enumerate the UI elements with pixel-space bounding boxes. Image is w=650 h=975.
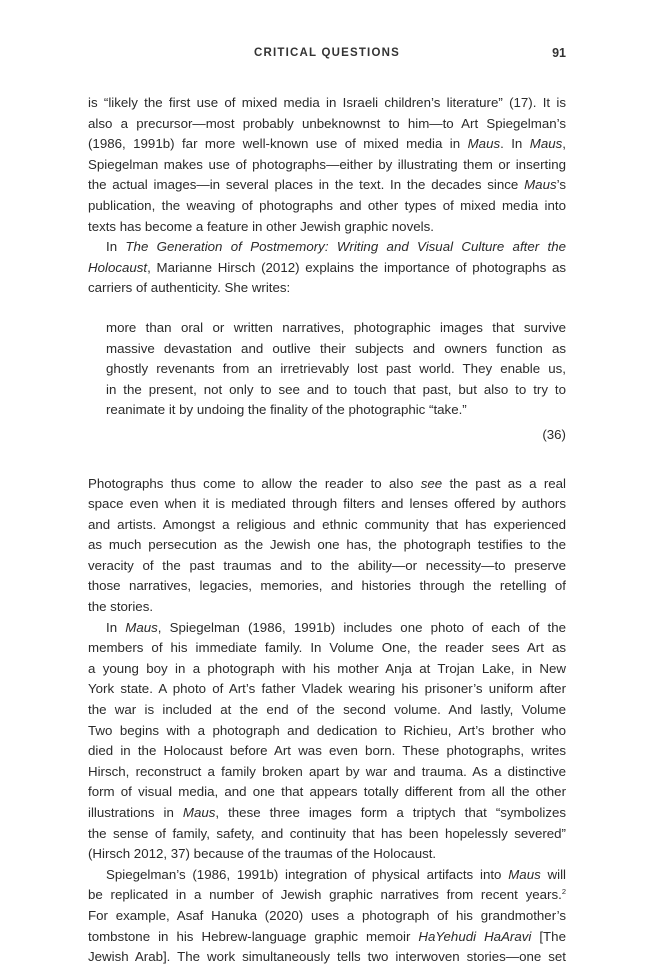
title-italic: Maus — [508, 866, 541, 882]
running-title: CRITICAL QUESTIONS — [254, 47, 400, 59]
text-line: texts has become a feature in other Jewish graphic novels. — [88, 218, 434, 234]
text-line: (Hirsch 2012, 37) because of the traumas of the Holocaust. — [88, 846, 437, 862]
text-line: Jewish Arab]. The work simultaneously tells two interwoven stories—one set — [88, 949, 566, 965]
text-line: veracity of the past traumas and to the ability—or necessity—to preserve — [88, 557, 566, 573]
title-italic: Maus — [467, 136, 501, 152]
text-line: also a precursor—most probably unbeknownst to him—to Art Spiegelman’s — [88, 115, 566, 131]
block-quote — [106, 318, 566, 446]
text-line: For example, Asaf Hanuka (2020) uses a photograph of his grandmother’s — [88, 907, 566, 923]
text-line: and artists. Amongst a religious and ethnic community that has experienced — [88, 516, 566, 532]
body-text — [88, 93, 566, 968]
text-line: those narratives, legacies, memories, and histories through the retelling of — [88, 578, 566, 594]
emphasis-italic: see — [420, 475, 443, 491]
text-line: in the present, not only to see and to touch that past, but also to try to — [106, 381, 566, 397]
text-line: space even when it is mediated through filters and lenses offered by authors — [88, 496, 566, 512]
text-line: carriers of authenticity. She writes: — [88, 280, 291, 296]
text-line: be replicated in a number of Jewish graphic narratives from recent years.$^2$ — [88, 887, 566, 903]
text-line: died in the Holocaust before Art was even born. These photographs, writes — [88, 743, 566, 759]
text-line: as much persecution as the Jewish one has, the photograph testifies to the — [88, 537, 566, 553]
text-line: Spiegelman’s (1986, 1991b) integration of physical artifacts into Maus will — [106, 866, 566, 882]
text-line: publication, the weaving of photographs and other types of mixed media into — [88, 197, 566, 213]
paragraph — [88, 474, 566, 618]
text-line: Holocaust, Marianne Hirsch (2012) explains the importance of photographs as — [88, 259, 566, 275]
title-italic: The Generation of Postmemory: Writing and Visual Culture after the — [125, 239, 566, 255]
paragraph — [88, 618, 566, 865]
title-italic: Holocaust — [88, 259, 148, 275]
text-line: (1986, 1991b) far more well-known use of mixed media in Maus. In Maus, — [88, 136, 566, 152]
text-line: ghostly revenants from an irretrievably lost past world. They enable us, — [106, 361, 566, 377]
text-line: the sense of family, safety, and continuity that has been hopelessly severed” — [88, 825, 566, 841]
paragraph — [88, 93, 566, 237]
title-italic: Maus — [529, 136, 563, 152]
text-line: tombstone in his Hebrew-language graphic memoir HaYehudi HaAravi [The — [88, 928, 566, 944]
footnote-marker[interactable]: 2 — [561, 887, 566, 897]
text-line: Two begins with a photograph and dedication to Richieu, Art’s brother who — [88, 722, 566, 738]
text-line: reanimate it by undoing the finality of the photographic “take.” — [106, 402, 467, 418]
quote-text — [106, 318, 566, 421]
paragraph — [88, 865, 566, 968]
text-line: a young boy in a photograph with his mother Anja at Trojan Lake, in New — [88, 660, 566, 676]
page-number: 91 — [552, 46, 566, 60]
title-italic: Maus — [182, 805, 216, 820]
quote-citation: (36) — [542, 426, 566, 442]
text-line: In Maus, Spiegelman (1986, 1991b) includes one photo of each of the — [106, 619, 566, 635]
text-line: massive devastation and outlive their subjects and owners function as — [106, 340, 566, 356]
text-line: more than oral or written narratives, photographic images that survive — [106, 319, 566, 335]
text-line: members of his immediate family. In Volume One, the reader sees Art as — [88, 640, 566, 656]
running-head — [88, 47, 566, 65]
text-line: Photographs thus come to allow the reader to also see the past as a real — [88, 475, 566, 491]
title-italic: Maus — [524, 177, 557, 193]
title-italic: HaYehudi HaAravi — [418, 928, 532, 944]
text-line: form of visual media, and one that appears totally different from all the other — [88, 784, 566, 800]
paragraph — [88, 237, 566, 299]
text-line: In The Generation of Postmemory: Writing and Visual Culture after the — [106, 239, 566, 255]
text-line: Spiegelman makes use of photographs—either by illustrating them or inserting — [88, 156, 566, 172]
text-line: the war is included at the end of the second volume. And lastly, Volume — [88, 702, 566, 718]
text-line: illustrations in Maus, these three images form a triptych that “symbolizes — [88, 805, 567, 820]
text-line: is “likely the first use of mixed media in Israeli children’s literature” (17). It is — [88, 95, 566, 110]
text-line: York state. A photo of Art’s father Vladek wearing his prisoner’s uniform after — [88, 681, 566, 697]
text-line: the stories. — [88, 599, 154, 615]
text-line: Hirsch, reconstruct a family broken apart by war and trauma. As a distinctive — [88, 763, 566, 779]
text-line: the actual images—in several places in the text. In the decades since Maus’s — [88, 177, 566, 193]
title-italic: Maus — [125, 619, 158, 635]
